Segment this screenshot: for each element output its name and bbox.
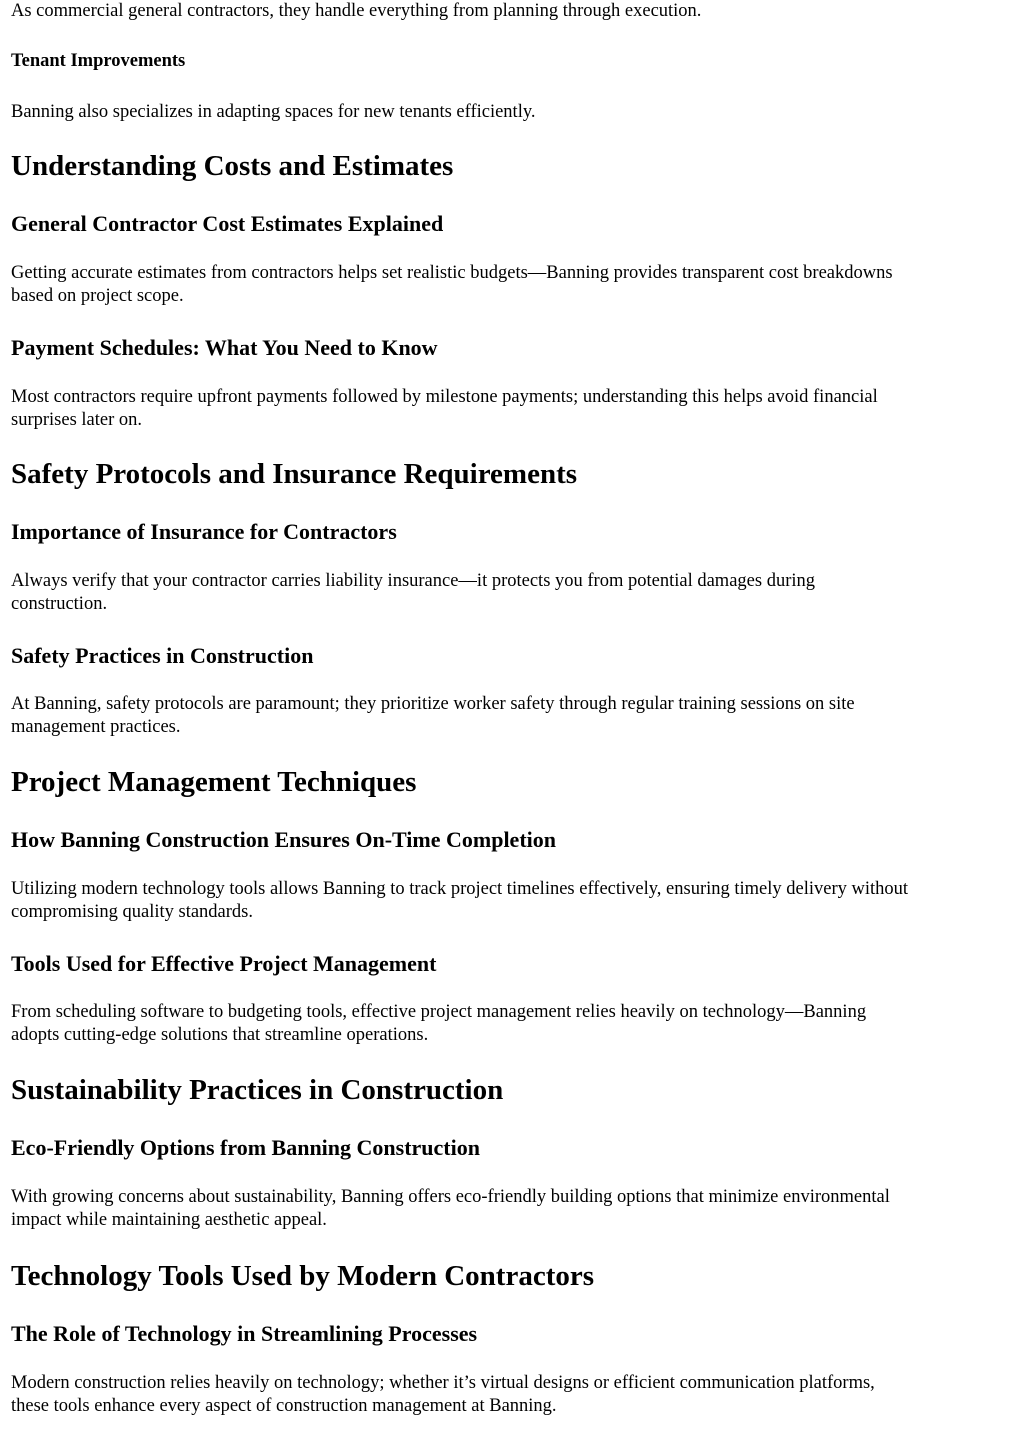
technology-role-paragraph-line-2: these tools enhance every aspect of construction management at Banning.: [11, 1396, 557, 1416]
tenant-improvements-heading: Tenant Improvements: [11, 51, 186, 71]
on-time-completion-paragraph-line-1: Utilizing modern technology tools allows Banning to track project timelines effectively, ensuring timely delivery without: [11, 879, 909, 899]
tenant-improvements-paragraph: Banning also specializes in adapting spaces for new tenants efficiently.: [11, 102, 536, 122]
pm-tools-paragraph-line-1: From scheduling software to budgeting tools, effective project management relies heavily on technology—Banning: [11, 1002, 867, 1022]
safety-practices-paragraph-line-2: management practices.: [11, 717, 181, 737]
pm-tools-paragraph-line-2: adopts cutting-edge solutions that streamline operations.: [11, 1025, 429, 1045]
cost-estimates-subheading: General Contractor Cost Estimates Explained: [11, 211, 444, 236]
technology-role-subheading: The Role of Technology in Streamlining Processes: [11, 1321, 478, 1346]
insurance-subheading: Importance of Insurance for Contractors: [11, 519, 397, 544]
payment-schedules-paragraph-line-1: Most contractors require upfront payments followed by milestone payments; understanding this helps avoid financial: [11, 387, 878, 407]
pm-tools-subheading: Tools Used for Effective Project Management: [11, 951, 437, 976]
safety-practices-subheading: Safety Practices in Construction: [11, 643, 314, 668]
costs-section-heading: Understanding Costs and Estimates: [11, 150, 454, 182]
safety-practices-paragraph-line-1: At Banning, safety protocols are paramount; they prioritize worker safety through regular training sessions on site: [11, 694, 855, 714]
cost-estimates-paragraph-line-1: Getting accurate estimates from contractors helps set realistic budgets—Banning provides transparent cost breakdowns: [11, 263, 893, 283]
technology-section-heading: Technology Tools Used by Modern Contractors: [11, 1260, 595, 1292]
eco-friendly-paragraph-line-2: impact while maintaining aesthetic appeal.: [11, 1210, 327, 1230]
sustainability-section-heading: Sustainability Practices in Construction: [11, 1074, 504, 1106]
payment-schedules-paragraph-line-2: surprises later on.: [11, 410, 143, 430]
insurance-paragraph-line-1: Always verify that your contractor carries liability insurance—it protects you from potential damages during: [11, 571, 815, 591]
on-time-completion-subheading: How Banning Construction Ensures On-Time Completion: [11, 827, 556, 852]
technology-role-paragraph-line-1: Modern construction relies heavily on technology; whether it’s virtual designs or efficient communication platforms,: [11, 1373, 875, 1393]
eco-friendly-subheading: Eco-Friendly Options from Banning Construction: [11, 1135, 480, 1160]
safety-section-heading: Safety Protocols and Insurance Requirements: [11, 458, 578, 490]
eco-friendly-paragraph-line-1: With growing concerns about sustainability, Banning offers eco-friendly building options that minimize environmental: [11, 1187, 890, 1207]
payment-schedules-subheading: Payment Schedules: What You Need to Know: [11, 335, 438, 360]
insurance-paragraph-line-2: construction.: [11, 594, 108, 614]
cost-estimates-paragraph-line-2: based on project scope.: [11, 286, 184, 306]
project-management-section-heading: Project Management Techniques: [11, 766, 417, 798]
intro-paragraph: As commercial general contractors, they handle everything from planning through execution.: [11, 1, 702, 21]
on-time-completion-paragraph-line-2: compromising quality standards.: [11, 902, 254, 922]
